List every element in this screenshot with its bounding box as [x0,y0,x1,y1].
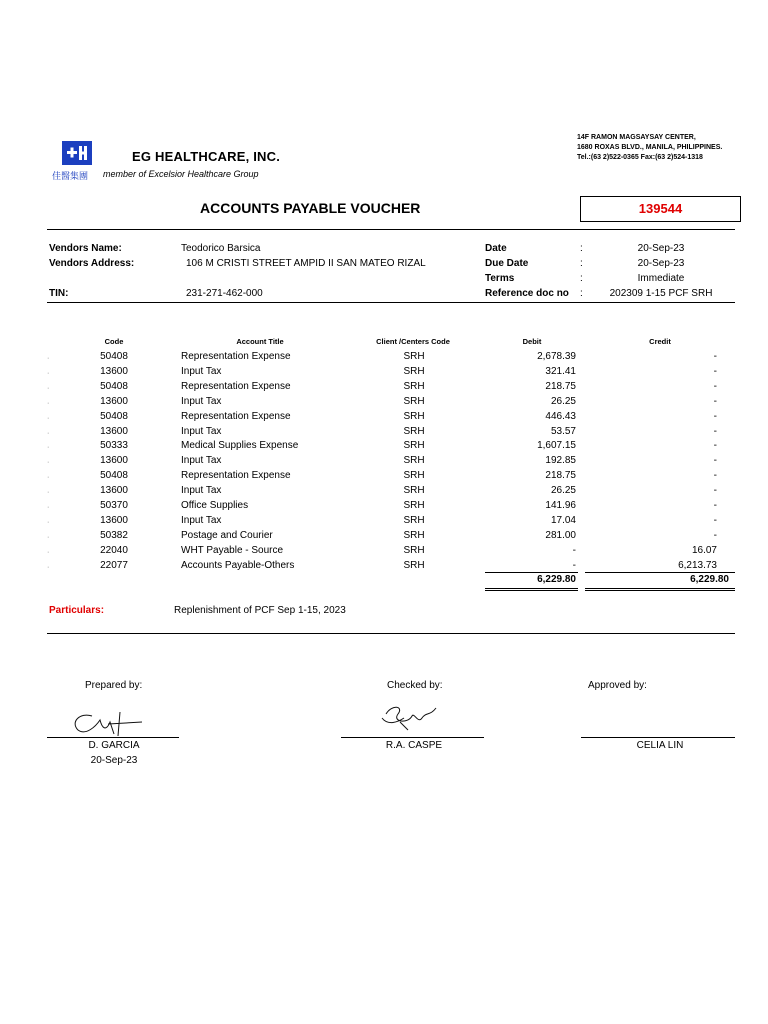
row-code: 50333 [100,440,128,452]
row-marker: · [47,384,50,392]
col-header-account: Account Title [236,337,284,346]
row-debit: 141.96 [545,500,576,511]
debit-total-line [485,572,578,573]
row-code: 13600 [100,485,128,497]
debit-double-line [485,588,578,589]
row-code: 13600 [100,425,128,437]
credit-total-line [585,572,735,573]
row-account-title: WHT Payable - Source [181,544,284,556]
row-debit: 1,607.15 [537,440,576,452]
row-center-code: SRH [403,410,425,422]
signature-caspe-icon [378,700,448,734]
row-code: 50382 [100,529,128,541]
row-account-title: Representation Expense [181,470,291,482]
row-marker: · [47,563,50,571]
row-account-title: Input Tax [181,455,222,467]
checked-by-label: Checked by: [387,680,443,691]
vendor-divider [47,302,735,303]
total-credit: 6,229.80 [690,574,729,585]
row-credit: - [713,470,717,482]
row-account-title: Accounts Payable-Others [181,559,295,571]
row-credit: - [713,380,717,392]
row-center-code: SRH [403,485,425,497]
row-code: 50408 [100,351,128,362]
colon-separator: : [580,288,583,299]
row-debit: 26.25 [550,485,576,497]
approved-signature-line [581,737,735,738]
company-logo-icon [62,141,92,165]
company-cjk-name: 佳醫集團 [52,172,89,182]
row-debit: 218.75 [545,470,576,482]
row-code: 50408 [100,380,128,392]
reference-label: Reference doc no [485,288,569,299]
row-marker: · [47,414,50,422]
row-debit: - [572,544,576,556]
row-center-code: SRH [403,455,425,467]
row-credit: - [713,425,717,437]
approved-name: CELIA LIN [636,740,684,751]
row-account-title: Input Tax [181,395,222,407]
row-center-code: SRH [403,351,425,362]
row-center-code: SRH [403,425,425,437]
row-account-title: Input Tax [181,514,222,526]
row-debit: - [572,559,576,571]
row-credit: - [713,365,717,377]
row-code: 50408 [100,470,128,482]
row-debit: 321.41 [545,365,576,377]
signature-garcia-icon [62,708,152,740]
company-address-line: 14F RAMON MAGSAYSAY CENTER, [577,134,696,141]
row-code: 50370 [100,500,128,511]
tin-label: TIN: [49,288,69,299]
row-marker: · [47,518,50,526]
prepared-by-label: Prepared by: [85,680,143,691]
row-code: 13600 [100,514,128,526]
row-debit: 17.04 [550,514,576,526]
row-debit: 281.00 [545,529,576,541]
date-value: 20-Sep-23 [637,243,685,254]
row-center-code: SRH [403,380,425,392]
row-credit: - [713,529,717,541]
row-center-code: SRH [403,440,425,452]
vendor-address-label: Vendors Address: [49,258,135,269]
credit-double-line [585,590,735,591]
row-account-title: Representation Expense [181,410,291,422]
prepared-date: 20-Sep-23 [90,755,138,766]
reference-value: 202309 1-15 PCF SRH [609,288,713,299]
row-center-code: SRH [403,559,425,571]
vendor-name: Teodorico Barsica [181,243,261,254]
header-divider [47,229,735,230]
company-address-line: 1680 ROXAS BLVD., MANILA, PHILIPPINES. [577,144,723,151]
row-debit: 2,678.39 [537,351,576,362]
row-center-code: SRH [403,500,425,511]
row-credit: - [713,455,717,467]
row-debit: 26.25 [550,395,576,407]
row-code: 13600 [100,395,128,407]
row-account-title: Office Supplies [181,500,249,511]
row-credit: - [713,351,717,362]
tin-value: 231-271-462-000 [186,288,263,299]
col-header-credit: Credit [649,337,671,346]
terms-label: Terms [485,273,515,284]
row-credit: 16.07 [691,544,717,556]
debit-double-line [485,590,578,591]
row-center-code: SRH [403,514,425,526]
row-code: 50408 [100,410,128,422]
row-center-code: SRH [403,365,425,377]
row-account-title: Input Tax [181,365,222,377]
col-header-debit: Debit [522,337,542,346]
row-center-code: SRH [403,544,425,556]
total-debit: 6,229.80 [537,574,576,585]
row-marker: · [47,355,50,362]
prepared-signature-line [47,737,179,738]
health-cross-icon [62,141,92,165]
row-marker: · [47,429,50,437]
row-marker: · [47,474,50,482]
member-text: member of Excelsior Healthcare Group [103,169,259,179]
row-code: 22077 [100,559,128,571]
row-account-title: Input Tax [181,425,222,437]
due-date-value: 20-Sep-23 [637,258,685,269]
particulars-divider [47,633,735,634]
row-center-code: SRH [403,529,425,541]
company-name: EG HEALTHCARE, INC. [132,149,281,164]
row-code: 22040 [100,544,128,556]
row-account-title: Representation Expense [181,380,291,392]
credit-double-line [585,588,735,589]
row-debit: 192.85 [545,455,576,467]
row-credit: - [713,485,717,497]
row-account-title: Representation Expense [181,351,291,362]
company-contact-line: Tel.:(63 2)522-0365 Fax:(63 2)524-1318 [577,154,703,161]
row-debit: 218.75 [545,380,576,392]
row-marker: · [47,504,50,511]
approved-by-label: Approved by: [588,680,647,691]
particulars-label: Particulars: [49,605,105,616]
row-code: 13600 [100,365,128,377]
row-marker: · [47,369,50,377]
row-marker: · [47,444,50,452]
row-credit: 6,213.73 [678,559,717,571]
particulars-text: Replenishment of PCF Sep 1-15, 2023 [174,605,346,616]
colon-separator: : [580,258,583,269]
row-code: 13600 [100,455,128,467]
row-marker: · [47,399,50,407]
vendor-name-label: Vendors Name: [49,243,122,254]
voucher-number: 139544 [638,201,683,216]
vendor-address: 106 M CRISTI STREET AMPID II SAN MATEO RIZAL [186,258,426,269]
row-center-code: SRH [403,395,425,407]
row-account-title: Postage and Courier [181,529,273,541]
colon-separator: : [580,273,583,284]
document-title: ACCOUNTS PAYABLE VOUCHER [200,200,421,216]
col-header-code: Code [104,337,124,346]
row-credit: - [713,500,717,511]
row-marker: · [47,548,50,556]
row-credit: - [713,514,717,526]
checked-signature-line [341,737,484,738]
row-marker: · [47,459,50,467]
date-label: Date [485,243,507,254]
row-credit: - [713,440,717,452]
prepared-name: D. GARCIA [88,740,140,751]
terms-value: Immediate [637,273,685,284]
row-marker: · [47,533,50,541]
colon-separator: : [580,243,583,254]
row-center-code: SRH [403,470,425,482]
row-account-title: Medical Supplies Expense [181,440,299,452]
row-credit: - [713,395,717,407]
due-date-label: Due Date [485,258,529,269]
col-header-center: Client /Centers Code [376,337,450,346]
row-account-title: Input Tax [181,485,222,497]
row-debit: 446.43 [545,410,576,422]
checked-name: R.A. CASPE [385,740,443,751]
row-debit: 53.57 [550,425,576,437]
row-marker: · [47,489,50,497]
row-credit: - [713,410,717,422]
